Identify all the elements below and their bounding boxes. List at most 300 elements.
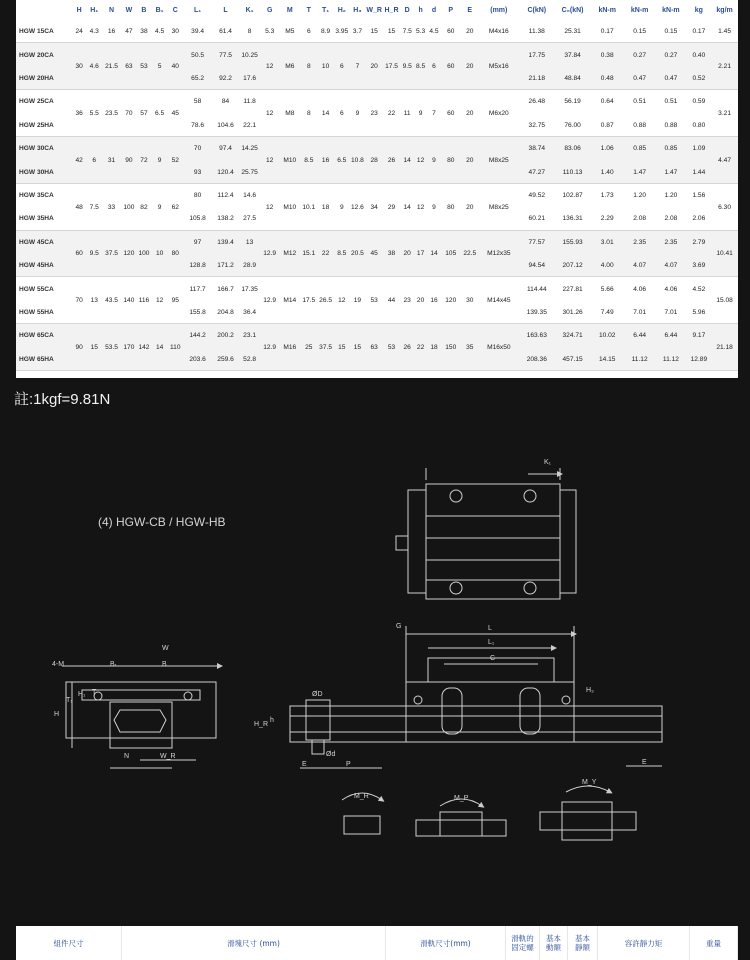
shared-cell: 170 <box>123 344 135 352</box>
bottom-header-cell: 滑軌的 固定螺 <box>506 926 540 960</box>
shared-cell: 6 <box>432 63 436 71</box>
shared-cell: 9 <box>432 156 436 164</box>
shared-cell: 6 <box>339 110 344 118</box>
model-name: HGW 30HA <box>19 168 54 176</box>
table-cell: 6 <box>306 28 311 36</box>
table-cell: 4.5 <box>429 28 439 36</box>
table-cell: 1.56 <box>692 191 706 199</box>
bottom-header-cell: 基本 靜額 <box>568 926 598 960</box>
shared-cell: 20 <box>370 63 378 71</box>
table-cell: 50.5 <box>191 51 205 59</box>
shared-cell: 43.5 <box>105 297 118 305</box>
label-d-small: Ød <box>326 751 336 758</box>
shared-cell: 12.9 <box>263 297 277 305</box>
table-cell: 28.9 <box>243 262 256 270</box>
shared-cell: 57 <box>140 110 148 118</box>
shared-cell: 23 <box>370 110 378 118</box>
table-cell: 4.52 <box>692 285 706 293</box>
label-h-small: h <box>270 717 274 724</box>
header-cell: T <box>306 6 311 14</box>
header-cell: kg/m <box>716 6 733 14</box>
shared-cell: 18 <box>321 203 330 211</box>
shared-cell: 12.9 <box>263 250 277 258</box>
table-cell: 13 <box>245 238 254 246</box>
label-wr: W_R <box>160 753 176 760</box>
table-cell: 0.15 <box>664 28 678 36</box>
header-cell: M <box>286 6 293 14</box>
table-cell: 97.4 <box>219 145 232 153</box>
model-name: HGW 35HA <box>19 215 54 223</box>
header-cell: H <box>76 6 82 14</box>
shared-cell: 26.5 <box>319 297 332 305</box>
table-cell: 15 <box>370 28 378 36</box>
table-cell: 26.48 <box>528 98 546 106</box>
shared-cell: 12 <box>266 156 274 164</box>
table-row-group <box>16 184 738 231</box>
header-cell: H₂ <box>337 6 346 14</box>
shared-cell: 72 <box>140 156 148 164</box>
side-view-rail <box>290 706 662 742</box>
shared-cell: 142 <box>138 344 150 352</box>
table-cell: 3.69 <box>692 262 706 270</box>
table-cell: 4.06 <box>633 285 647 293</box>
shared-cell: 4.47 <box>718 156 731 164</box>
shared-cell: 14 <box>155 344 164 352</box>
table-cell: 24 <box>75 28 83 36</box>
table-cell: 1.20 <box>633 191 647 199</box>
model-name: HGW 35CA <box>19 191 54 199</box>
table-cell: 23.1 <box>243 332 256 340</box>
shared-cell: M14 <box>283 297 297 305</box>
model-name: HGW 15CA <box>19 28 54 36</box>
shared-cell: 53 <box>387 344 396 352</box>
table-cell: 155.93 <box>562 238 583 246</box>
shared-cell: 8 <box>306 63 311 71</box>
header-cell: H₃ <box>353 6 362 14</box>
drawing-svg <box>0 420 750 900</box>
shared-cell: 120 <box>445 297 457 305</box>
shared-cell: 7 <box>432 110 436 118</box>
table-cell: 15 <box>387 28 396 36</box>
header-cell: kN-m <box>662 6 680 14</box>
shared-cell: 22 <box>321 250 330 258</box>
table-cell: 11.12 <box>631 355 648 363</box>
table-cell: 38.74 <box>528 145 546 153</box>
table-cell: 324.71 <box>562 332 583 340</box>
label-mr: M_R <box>354 793 369 800</box>
shared-cell: 30 <box>466 297 474 305</box>
table-cell: 1.47 <box>664 168 678 176</box>
header-cell: H₁ <box>90 6 99 14</box>
shared-cell: 26 <box>403 344 411 352</box>
shared-cell: M6 <box>285 63 295 71</box>
shared-cell: 9 <box>339 203 344 211</box>
label-e-right: E <box>642 759 647 766</box>
table-cell: 0.51 <box>633 98 647 106</box>
shared-cell: 12 <box>266 110 274 118</box>
table-cell: 2.35 <box>633 238 647 246</box>
label-l: L <box>488 625 492 632</box>
shared-cell: M16 <box>283 344 297 352</box>
shared-cell: 15 <box>353 344 362 352</box>
header-cell: B₁ <box>155 6 164 14</box>
shared-cell: 8.5 <box>337 250 347 258</box>
table-row-group <box>16 324 738 371</box>
shared-cell: 14 <box>403 203 411 211</box>
table-row-group <box>16 90 738 137</box>
label-od: ØD <box>312 691 323 698</box>
table-cell: 4.06 <box>664 285 678 293</box>
table-row-group <box>16 43 738 90</box>
table-cell: 17.35 <box>241 285 258 293</box>
shared-cell: 17.5 <box>302 297 316 305</box>
table-cell: 94.54 <box>528 262 546 270</box>
shared-cell: 15.1 <box>302 250 316 258</box>
next-table-header <box>16 926 738 960</box>
table-cell: 4.00 <box>600 262 614 270</box>
shared-cell: 60 <box>447 63 455 71</box>
table-cell: 1.44 <box>692 168 706 176</box>
table-cell: 112.4 <box>217 191 234 199</box>
shared-cell: 12 <box>416 156 425 164</box>
table-cell: 207.12 <box>562 262 583 270</box>
table-cell: 1.45 <box>718 28 731 36</box>
shared-cell: 12 <box>155 297 164 305</box>
shared-cell: 22 <box>416 344 425 352</box>
shared-cell: 34 <box>370 203 378 211</box>
bottom-header-cell: 滑軌尺寸(mm) <box>386 926 506 960</box>
shared-cell: 37.5 <box>105 250 118 258</box>
shared-cell: 23 <box>403 297 411 305</box>
header-cell: (mm) <box>490 6 508 14</box>
shared-cell: 62 <box>171 203 179 211</box>
label-c: C <box>490 655 496 662</box>
table-row-group <box>16 20 738 43</box>
table-cell: 200.2 <box>217 332 234 340</box>
shared-cell: 60 <box>447 110 455 118</box>
table-cell: 10.25 <box>241 51 258 59</box>
model-name: HGW 55HA <box>19 308 54 316</box>
shared-cell: 12 <box>416 203 425 211</box>
bottom-header-cell: 基本 動額 <box>540 926 568 960</box>
table-cell: 11.38 <box>528 28 545 36</box>
table-cell: 0.64 <box>600 98 614 106</box>
table-cell: M4x16 <box>488 28 509 36</box>
table-cell: 37.84 <box>564 51 581 59</box>
shared-cell: 90 <box>75 344 83 352</box>
table-cell: 0.17 <box>600 28 614 36</box>
label-l1: L₁ <box>488 639 495 646</box>
label-b: B <box>162 661 167 668</box>
table-cell: 25.75 <box>241 168 258 176</box>
label-my: M_Y <box>582 779 597 786</box>
label-mp: M_P <box>454 795 469 802</box>
table-cell: 227.81 <box>562 285 583 293</box>
table-cell: 1.20 <box>664 191 678 199</box>
table-cell: 11.8 <box>243 98 256 106</box>
shared-cell: 22 <box>387 110 396 118</box>
table-cell: 32.75 <box>528 121 546 129</box>
shared-cell: 63 <box>370 344 378 352</box>
table-cell: 0.88 <box>664 121 678 129</box>
model-name: HGW 45CA <box>19 238 54 246</box>
shared-cell: 20 <box>403 250 411 258</box>
table-cell: 3.01 <box>600 238 614 246</box>
model-name: HGW 30CA <box>19 145 54 153</box>
label-t: T <box>92 689 97 696</box>
header-cell: N <box>109 6 115 14</box>
model-name: HGW 25CA <box>19 98 54 106</box>
label-g: G <box>396 623 402 630</box>
shared-cell: 13 <box>90 297 98 305</box>
label-p: P <box>346 761 351 768</box>
label-4m: 4-M <box>52 661 65 668</box>
table-cell: 60.21 <box>528 215 546 223</box>
shared-cell: 9 <box>418 110 423 118</box>
model-name: HGW 20HA <box>19 74 54 82</box>
shared-cell: 116 <box>138 297 150 305</box>
table-cell: 77.5 <box>219 51 232 59</box>
table-cell: 80 <box>193 191 202 199</box>
table-cell: 136.31 <box>562 215 583 223</box>
table-cell: 1.09 <box>692 145 706 153</box>
table-cell: 0.80 <box>692 121 706 129</box>
table-cell: 0.51 <box>664 98 678 106</box>
table-cell: 17.75 <box>528 51 546 59</box>
table-cell: 117.7 <box>189 285 206 293</box>
shared-cell: 37.5 <box>319 344 332 352</box>
model-name: HGW 45HA <box>19 262 54 270</box>
table-cell: 4.07 <box>664 262 678 270</box>
shared-cell: 140 <box>123 297 135 305</box>
table-cell: 16 <box>107 28 116 36</box>
shared-cell: M14x45 <box>487 297 511 305</box>
shared-cell: 100 <box>123 203 135 211</box>
table-cell: 25.31 <box>564 28 581 36</box>
table-cell: M5 <box>285 28 295 36</box>
shared-cell: 5 <box>157 63 162 71</box>
shared-cell: M12 <box>283 250 297 258</box>
shared-cell: 10 <box>155 250 164 258</box>
table-cell: 4.5 <box>155 28 165 36</box>
table-cell: 128.8 <box>189 262 206 270</box>
table-row-group <box>16 231 738 278</box>
shared-cell: 52 <box>171 156 179 164</box>
shared-cell: 9 <box>355 110 360 118</box>
label-n: N <box>124 753 130 760</box>
shared-cell: M12x35 <box>487 250 511 258</box>
table-cell: 56.19 <box>564 98 581 106</box>
shared-cell: 9 <box>157 156 162 164</box>
header-cell: T₁ <box>321 6 330 14</box>
shared-cell: M6x20 <box>488 110 509 118</box>
label-w: W <box>162 645 169 652</box>
header-cell: h <box>418 6 423 14</box>
shared-cell: 20 <box>416 297 425 305</box>
table-cell: 2.29 <box>600 215 614 223</box>
table-header <box>16 0 738 20</box>
shared-cell: M10 <box>283 203 297 211</box>
table-cell: 5.3 <box>265 28 275 36</box>
shared-cell: 26 <box>387 156 396 164</box>
shared-cell: 25 <box>305 344 313 352</box>
shared-cell: 7 <box>355 63 360 71</box>
table-cell: 0.47 <box>633 74 647 82</box>
table-cell: 204.8 <box>217 308 234 316</box>
shared-cell: 11 <box>403 110 411 118</box>
shared-cell: M8 <box>285 110 295 118</box>
shared-cell: 53 <box>370 297 378 305</box>
table-cell: 30 <box>171 28 179 36</box>
table-cell: 49.52 <box>528 191 546 199</box>
shared-cell: M8x25 <box>488 203 509 211</box>
shared-cell: 5.5 <box>89 110 99 118</box>
table-cell: 110.13 <box>562 168 583 176</box>
shared-cell: 6.5 <box>337 156 347 164</box>
shared-cell: 70 <box>75 297 83 305</box>
table-cell: 0.85 <box>664 145 678 153</box>
header-cell: kg <box>694 6 703 14</box>
shared-cell: 14 <box>430 250 438 258</box>
label-h: H <box>54 711 60 718</box>
table-cell: 61.4 <box>219 28 232 36</box>
model-name: HGW 20CA <box>19 51 54 59</box>
table-cell: 2.79 <box>692 238 706 246</box>
table-cell: 0.27 <box>664 51 678 59</box>
shared-cell: 105 <box>445 250 457 258</box>
table-cell: 4.07 <box>633 262 647 270</box>
header-cell: d <box>431 6 437 14</box>
shared-cell: 20 <box>466 63 474 71</box>
shared-cell: 21.5 <box>105 63 118 71</box>
shared-cell: 45 <box>370 250 378 258</box>
shared-cell: 6 <box>92 156 97 164</box>
table-cell: 58 <box>193 98 202 106</box>
table-cell: 1.40 <box>600 168 614 176</box>
shared-cell: 8.5 <box>304 156 314 164</box>
table-cell: 92.2 <box>219 74 232 82</box>
bottom-header-cell: 滑塊尺寸 (mm) <box>122 926 386 960</box>
shared-cell: 10.41 <box>716 250 733 258</box>
table-cell: 0.88 <box>633 121 647 129</box>
shared-cell: 63 <box>125 63 133 71</box>
table-cell: 0.40 <box>692 51 706 59</box>
shared-cell: 70 <box>125 110 133 118</box>
table-cell: 5.3 <box>415 28 426 36</box>
header-cell: W_R <box>366 6 382 14</box>
shared-cell: 80 <box>447 156 455 164</box>
table-cell: 457.15 <box>562 355 583 363</box>
header-cell: H_R <box>384 6 399 14</box>
table-cell: 0.48 <box>600 74 614 82</box>
table-cell: 0.38 <box>600 51 614 59</box>
shared-cell: 44 <box>387 297 396 305</box>
table-cell: 208.36 <box>526 355 547 363</box>
shared-cell: 9 <box>157 203 162 211</box>
shared-cell: 12 <box>266 203 274 211</box>
shared-cell: 21.18 <box>716 344 733 352</box>
table-cell: 4.3 <box>89 28 99 36</box>
shared-cell: 16 <box>321 156 330 164</box>
table-cell: 7.01 <box>633 308 647 316</box>
shared-cell: 12.9 <box>263 344 277 352</box>
shared-cell: 48 <box>75 203 83 211</box>
shared-cell: 6.30 <box>718 203 731 211</box>
table-cell: 14.25 <box>241 145 258 153</box>
side-view-block <box>406 682 574 742</box>
shared-cell: 6.5 <box>155 110 165 118</box>
shared-cell: 6 <box>339 63 344 71</box>
shared-cell: 17.5 <box>385 63 398 71</box>
shared-cell: 60 <box>75 250 83 258</box>
shared-cell: 15 <box>338 344 346 352</box>
model-name: HGW 25HA <box>19 121 54 129</box>
shared-cell: 53.5 <box>105 344 118 352</box>
table-cell: 3.95 <box>335 28 349 36</box>
shared-cell: 23.5 <box>105 110 118 118</box>
table-cell: 93 <box>193 168 202 176</box>
shared-cell: 19 <box>353 297 362 305</box>
shared-cell: 7.5 <box>89 203 99 211</box>
shared-cell: 10 <box>321 63 330 71</box>
shared-cell: 29 <box>387 203 396 211</box>
table-cell: 203.6 <box>189 355 206 363</box>
table-cell: 12.89 <box>690 355 708 363</box>
shared-cell: 12.6 <box>351 203 364 211</box>
table-cell: 47.27 <box>528 168 546 176</box>
table-cell: 14.6 <box>243 191 256 199</box>
table-cell: 47 <box>125 28 133 36</box>
table-cell: 14.15 <box>598 355 616 363</box>
shared-cell: 20 <box>466 110 474 118</box>
bottom-header-cell: 重量 <box>690 926 738 960</box>
shared-cell: 14 <box>403 156 411 164</box>
table-cell: 39.4 <box>191 28 205 36</box>
table-cell: 1.73 <box>600 191 614 199</box>
table-cell: 0.15 <box>633 28 647 36</box>
header-cell: E <box>467 6 473 14</box>
table-cell: 2.35 <box>664 238 678 246</box>
table-cell: 3.7 <box>352 28 362 36</box>
header-cell: D <box>404 6 410 14</box>
table-cell: 21.18 <box>528 74 546 82</box>
technical-drawing <box>0 420 750 900</box>
shared-cell: M8x25 <box>488 156 509 164</box>
shared-cell: M5x16 <box>488 63 509 71</box>
table-cell: 76.00 <box>564 121 581 129</box>
table-cell: 155.8 <box>189 308 206 316</box>
label-e-left: E <box>302 761 307 768</box>
header-cell: W <box>125 6 133 14</box>
table-cell: 60 <box>447 28 455 36</box>
shared-cell: 14 <box>321 110 330 118</box>
shared-cell: 10.1 <box>302 203 316 211</box>
table-cell: 0.17 <box>692 28 706 36</box>
table-cell: 6.44 <box>664 332 678 340</box>
shared-cell: 17 <box>416 250 425 258</box>
table-cell: 0.52 <box>692 74 706 82</box>
label-h3: H₃ <box>586 687 594 694</box>
table-cell: 0.87 <box>600 121 614 129</box>
shared-cell: 8 <box>306 110 311 118</box>
shared-cell: 4.6 <box>89 63 99 71</box>
shared-cell: 12 <box>338 297 346 305</box>
table-cell: 5.66 <box>600 285 614 293</box>
header-cell: G <box>266 6 273 14</box>
table-cell: 36.4 <box>243 308 256 316</box>
shared-cell: 120 <box>123 250 135 258</box>
shared-cell: 8.5 <box>415 63 426 71</box>
